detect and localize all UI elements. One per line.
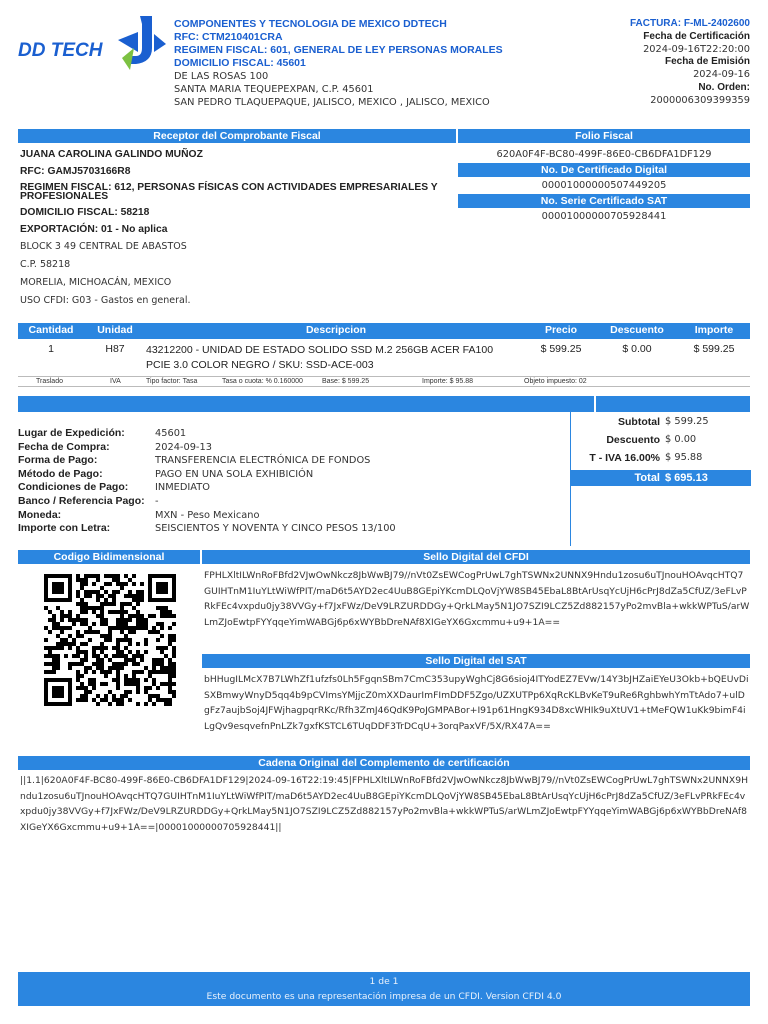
invoice-number: FACTURA: F-ML-2402600 xyxy=(629,18,750,29)
sat-cert-header: No. Serie Certificado SAT xyxy=(458,194,750,208)
receptor-address-line: BLOCK 3 49 CENTRAL DE ABASTOS xyxy=(20,241,187,252)
item-desc-line: 43212200 - UNIDAD DE ESTADO SOLIDO SSD M.2 256GB ACER FA100 xyxy=(146,344,494,356)
emitter-domicile: DOMICILIO FISCAL: 45601 xyxy=(174,57,306,69)
expedition-label: Condiciones de Pago: xyxy=(18,481,129,494)
footer-note: Este documento es una representación impresa de un CFDI. Version CFDI 4.0 xyxy=(206,991,562,1002)
order-number: 2000006309399359 xyxy=(650,94,750,106)
receptor-regime-line: REGIMEN FISCAL: 612, PERSONAS FÍSICAS CON ACTIVIDADES EMPRESARIALES Y xyxy=(20,182,438,193)
expedition-label: Lugar de Expedición: xyxy=(18,427,125,439)
expedition-label: Fecha de Compra: xyxy=(18,440,110,453)
expedition-value: 2024-09-13 xyxy=(155,441,212,453)
total-label: Total xyxy=(634,472,660,484)
subtotal-label: Subtotal xyxy=(618,416,660,428)
receptor-export: EXPORTACIÓN: 01 - No aplica xyxy=(20,224,168,235)
expedition-row xyxy=(18,481,578,495)
expedition-value: SEISCIENTOS Y NOVENTA Y CINCO PESOS 13/100 xyxy=(155,523,396,535)
cert-date-label: Fecha de Certificación xyxy=(643,30,750,42)
emitter-address-line: SAN PEDRO TLAQUEPAQUE, JALISCO, MEXICO , JALISCO, MEXICO xyxy=(174,97,490,108)
col-price: Precio xyxy=(544,324,578,336)
cfdi-seal-header: Sello Digital del CFDI xyxy=(202,550,750,564)
tax-rate: Tasa o cuota: % 0.160000 xyxy=(222,378,303,385)
emitter-regime: REGIMEN FISCAL: 601, GENERAL DE LEY PERSONAS MORALES xyxy=(174,44,503,56)
iva-value: $ 95.88 xyxy=(665,452,703,463)
receptor-regime xyxy=(20,183,456,207)
expedition-value: - xyxy=(155,495,159,507)
section-divider-bar xyxy=(18,396,750,412)
sat-seal-header: Sello Digital del SAT xyxy=(202,654,750,668)
receptor-address-line: C.P. 58218 xyxy=(20,259,71,270)
emitter-address-line: SANTA MARIA TEQUEPEXPAN, C.P. 45601 xyxy=(174,84,374,95)
expedition-label: Forma de Pago: xyxy=(18,454,98,467)
cert-date: 2024-09-16T22:20:00 xyxy=(643,43,750,55)
emitter-address-line: DE LAS ROSAS 100 xyxy=(174,71,269,82)
total-value: $ 695.13 xyxy=(665,472,708,484)
receptor-domicile: DOMICILIO FISCAL: 58218 xyxy=(20,207,150,218)
folio-info xyxy=(458,147,750,224)
col-discount: Descuento xyxy=(610,324,664,336)
item-amount: $ 599.25 xyxy=(693,343,735,355)
item-qty: 1 xyxy=(48,343,54,355)
item-discount: $ 0.00 xyxy=(622,343,652,355)
cfdi-seal: FPHLXltILWnRoFBfd2VJwOwNkcz8JbWwBJ79//nVt0ZsEWCogPrUwL7ghTSWNx2UNNX9Hndu1zosu6uTJnouHOAvqcHTQ7GUIHTnM1IuYLtWiWfPIT/maD6t5AYD2ec4UuB8GEpiYKcmDLQoVjYW8SB45EbaL8BtArUsqYcUjH6cPrJ8dZa5CfUZ/3eFLvPRkFEc4vxpdu0jy38VVGy+f7JxFWz/DeV9LRZURDDGy+QrkLMay5N1JO7SZI9LCZ5Zd882157yPo2mvBla+wkkWPTuS/arWLmZJoEwtpFYYqqeYimWABGj6p6xWYBbDreNAf8XIGeYX6Gxcmmu+u9+1A== xyxy=(204,570,750,628)
invoice-meta xyxy=(550,18,750,108)
expedition-value: 45601 xyxy=(155,428,187,439)
digital-cert-header: No. De Certificado Digital xyxy=(458,163,750,177)
item-tax-row xyxy=(18,376,750,387)
subtotal-value: $ 599.25 xyxy=(665,416,709,427)
item-desc-line: PCIE 3.0 COLOR NEGRO / SKU: SSD-ACE-003 xyxy=(146,359,374,371)
receptor-info xyxy=(20,149,456,313)
discount-value: $ 0.00 xyxy=(665,434,697,445)
col-unit: Unidad xyxy=(97,324,133,336)
emitter-name: COMPONENTES Y TECNOLOGIA DE MEXICO DDTECH xyxy=(174,18,447,30)
tax-object: Objeto impuesto: 02 xyxy=(524,378,587,385)
expedition-value: PAGO EN UNA SOLA EXHIBICIÓN xyxy=(155,468,314,480)
receptor-rfc: RFC: GAMJ5703166R8 xyxy=(20,166,131,177)
expedition-value: TRANSFERENCIA ELECTRÓNICA DE FONDOS xyxy=(155,455,371,467)
folio-header: Folio Fiscal xyxy=(458,129,750,143)
qr-header: Codigo Bidimensional xyxy=(18,550,200,564)
expedition-value: INMEDIATO xyxy=(155,482,210,494)
table-row xyxy=(18,343,750,375)
item-desc xyxy=(146,343,526,373)
tax-base: Base: $ 599.25 xyxy=(322,378,370,385)
ddtech-logo xyxy=(18,14,170,74)
expedition-label: Moneda: xyxy=(18,508,62,521)
items-table-header xyxy=(18,323,750,339)
expedition-row xyxy=(18,495,578,509)
expedition-value: MXN - Peso Mexicano xyxy=(155,509,260,521)
tax-name: IVA xyxy=(110,378,121,385)
expedition-row xyxy=(18,468,578,482)
logo-text: DD TECH xyxy=(18,40,103,61)
page-footer xyxy=(18,972,750,1006)
iva-label: T - IVA 16.00% xyxy=(589,452,660,464)
sat-seal: bHHugILMcX7B7LWhZf1ufzfs0Lh5FgqnSBm7CmC353upyWghCj8G6sioj4ITYodEZ7EVw/14Y3bJHZaiEYeU3Okb+bQEUvDiSXBmwyWnyD5qq4b9pCVImsYMjjcZ0mXXDaurImFImDDF5Zgo/UZXUTPp6XqRcKLBvKeT9uRe6RghbwhYmTtAdo7+ulDgFz7aujbSoj4JFWjhagpqrRKc/Rfh3ZmJ46QdK9PoJGMPABor+I91p61HngK934D8xcWHIk9uXtUV1+tMeFQW1uKk9bimF4iLgQv9esqvefnPnLZk7gxfKSTCL6TUqDDF3TrDCqU+3orqPaxVF/5X/RX47A== xyxy=(204,674,749,732)
totals-box xyxy=(570,412,750,546)
receptor-header: Receptor del Comprobante Fiscal xyxy=(18,129,456,143)
col-amount: Importe xyxy=(694,324,734,336)
expedition-row xyxy=(18,522,578,536)
folio-value: 620A0F4F-BC80-499F-86E0-CB6DFA1DF129 xyxy=(496,149,712,160)
item-price: $ 599.25 xyxy=(540,343,582,355)
expedition-row xyxy=(18,509,578,523)
col-qty: Cantidad xyxy=(28,324,74,336)
tax-factor: Tipo factor: Tasa xyxy=(146,378,198,385)
sat-cert-value: 00001000000705928441 xyxy=(541,211,667,222)
col-desc: Descripcion xyxy=(305,324,367,336)
order-label: No. Orden: xyxy=(698,81,750,93)
emitter-info xyxy=(174,18,594,109)
expedition-row xyxy=(18,441,578,455)
issue-date: 2024-09-16 xyxy=(693,69,750,81)
issue-date-label: Fecha de Emisión xyxy=(664,56,750,68)
cadena-header: Cadena Original del Complemento de certificación xyxy=(18,756,750,770)
expedition-label: Banco / Referencia Pago: xyxy=(18,494,145,507)
digital-cert-value: 00001000000507449205 xyxy=(541,180,667,191)
cadena-original: ||1.1|620A0F4F-BC80-499F-86E0-CB6DFA1DF129|2024-09-16T22:19:45|FPHLXltILWnRoFBfd2VJwOwNkcz8JbWwBJ79//nVt0ZsEWCogPrUwL7ghTSWNx2UNNX9Hndu1zosu6uTJnouHOAvqcHTQ7GUIHTnM1IuYLtWiWfPIT/maD6t5AYD2ec4UuB8GEpiYKcmDLQoVjYW8SB45EbaL8BtArUsqYcUjH6cPrJ8dZa5CfUZ/3eFLvPRkFEc4vxpdu0jy38VVGy+f7JxFWz/DeV9LRZURDDGy+QrkLMay5N1JO7SZI9LCZ5Zd882157yPo2mvBla+wkkWPTuS/arWLmZJoEwtpFYYqqeYimWABGj6p6xWYBbDreNAf8XIGeYX6Gxcmmu+u9+1A==|00001000000705928441|| xyxy=(20,775,748,833)
receptor-name: JUANA CAROLINA GALINDO MUÑOZ xyxy=(20,149,203,160)
expedition-row xyxy=(18,454,578,468)
expedition-label: Importe con Letra: xyxy=(18,522,111,535)
tax-amount: Importe: $ 95.88 xyxy=(422,378,473,385)
receptor-cfdi-use: USO CFDI: G03 - Gastos en general. xyxy=(20,295,191,306)
discount-label: Descuento xyxy=(606,434,660,446)
total-row xyxy=(571,470,751,486)
page-number: 1 de 1 xyxy=(369,976,399,987)
expedition-label: Método de Pago: xyxy=(18,467,103,480)
section-divider xyxy=(594,396,596,412)
expedition-info xyxy=(18,427,578,536)
item-unit: H87 xyxy=(105,343,125,355)
emitter-rfc: RFC: CTM210401CRA xyxy=(174,31,283,43)
receptor-address-line: MORELIA, MICHOACÁN, MEXICO xyxy=(20,277,172,288)
tax-type: Traslado xyxy=(36,378,63,385)
expedition-row xyxy=(18,427,578,441)
receptor-regime-line: PROFESIONALES xyxy=(20,191,109,202)
qr-code xyxy=(44,574,176,706)
